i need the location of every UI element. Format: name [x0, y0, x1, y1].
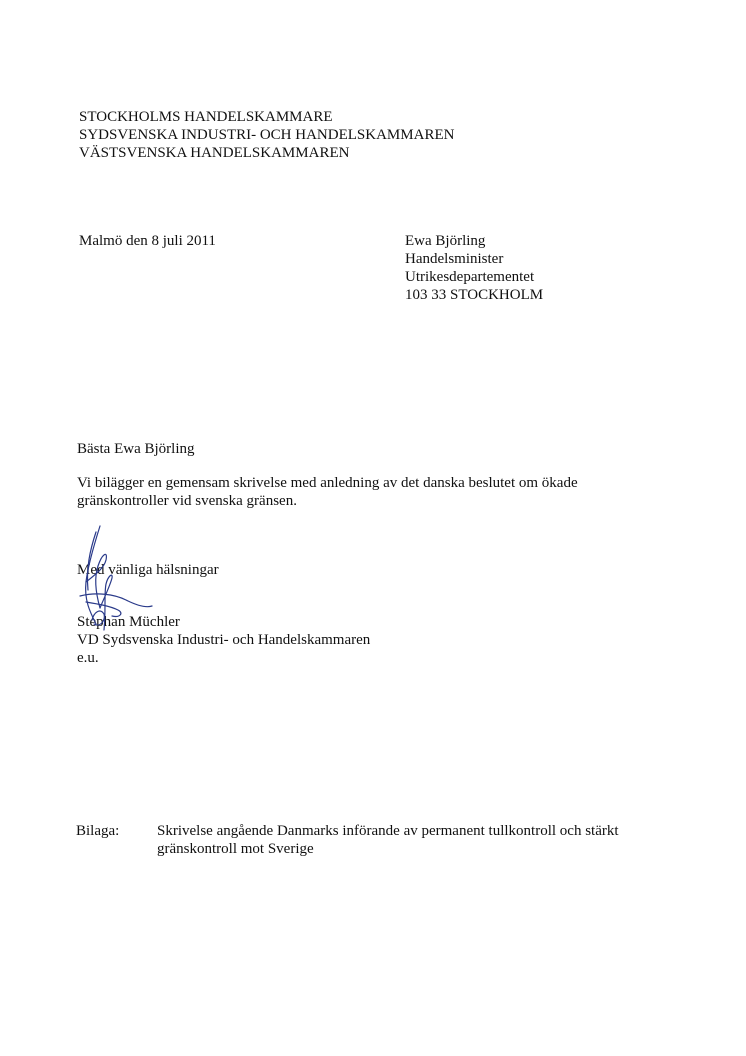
attachment-line-1: Skrivelse angående Danmarks införande av permanent tullkontroll och stärkt	[157, 823, 619, 839]
recipient-name: Ewa Björling	[405, 233, 486, 249]
signatory-title: VD Sydsvenska Industri- och Handelskammaren	[77, 632, 371, 648]
sender-line-1: STOCKHOLMS HANDELSKAMMARE	[79, 109, 333, 125]
recipient-department: Utrikesdepartementet	[405, 269, 535, 285]
body-line-1: Vi bilägger en gemensam skrivelse med anledning av det danska beslutet om ökade	[77, 475, 578, 491]
signatory-name: Stephan Müchler	[77, 614, 180, 630]
sender-line-3: VÄSTSVENSKA HANDELSKAMMAREN	[79, 145, 350, 161]
signatory-note: e.u.	[77, 650, 99, 666]
date-line: Malmö den 8 juli 2011	[79, 233, 216, 249]
attachment-line-2: gränskontroll mot Sverige	[157, 841, 314, 857]
attachment-label: Bilaga:	[76, 823, 120, 839]
recipient-title: Handelsminister	[405, 251, 504, 267]
body-line-2: gränskontroller vid svenska gränsen.	[77, 493, 297, 509]
sender-line-2: SYDSVENSKA INDUSTRI- OCH HANDELSKAMMAREN	[79, 127, 455, 143]
recipient-postal-address: 103 33 STOCKHOLM	[405, 287, 544, 303]
greeting: Bästa Ewa Björling	[77, 441, 195, 457]
closing: Med vänliga hälsningar	[77, 562, 219, 578]
